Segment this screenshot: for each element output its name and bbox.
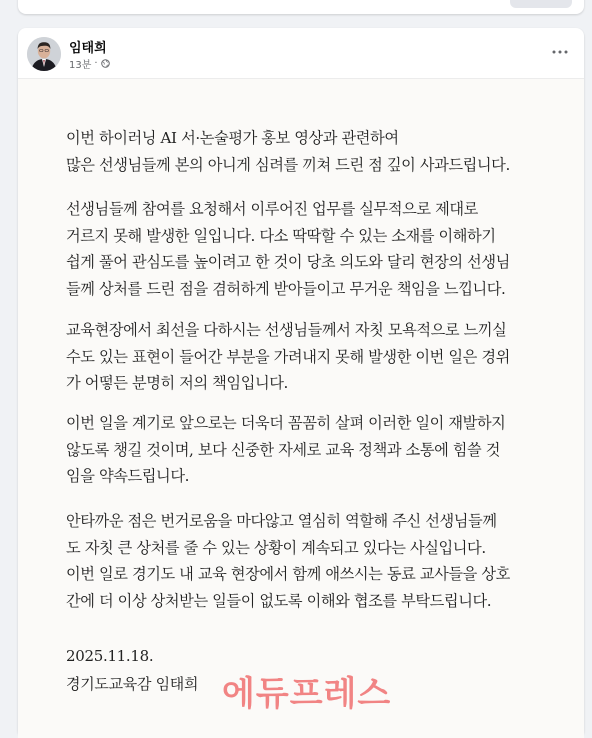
letter-line: 임을 약속드립니다. (66, 467, 190, 485)
letter-line: 쉽게 풀어 관심도를 높이려고 한 것이 당초 의도와 달리 현장의 선생님 (66, 253, 510, 271)
apology-letter-image[interactable] (18, 78, 584, 738)
meta-separator: · (94, 58, 98, 69)
previous-post-action-button[interactable] (510, 0, 572, 8)
letter-paragraph-1 (66, 125, 546, 178)
letter-line: 않도록 챙길 것이며, 보다 신중한 자세로 교육 정책과 소통에 힘쓸 것 (66, 440, 501, 459)
letter-line: 도 자칫 큰 상처를 줄 수 있는 상황이 계속되고 있다는 사실입니다. (66, 538, 486, 557)
avatar-portrait (27, 37, 61, 71)
letter-line: 이번 일로 경기도 내 교육 현장에서 함께 애쓰시는 동료 교사들을 상호 (66, 565, 510, 583)
letter-line: 간에 더 이상 상처받는 일들이 없도록 이해와 협조를 부탁드립니다. (66, 591, 492, 610)
letter-paragraph-4 (66, 410, 546, 490)
letter-line: 많은 선생님들께 본의 아니게 심려를 끼쳐 드린 점 깊이 사과드립니다. (66, 155, 510, 174)
letter-line: 교육현장에서 최선을 다하시는 선생님들께서 자칫 모욕적으로 느끼실 (66, 321, 507, 339)
post-header (18, 28, 584, 78)
letter-line: 선생님들께 참여를 요청해서 이루어진 업무를 실무적으로 제대로 (66, 200, 478, 218)
letter-line: 가 어떻든 분명히 저의 책임입니다. (66, 374, 288, 392)
letter-line: 수도 있는 표현이 들어간 부분을 가려내지 못해 발생한 이번 일은 경위 (66, 347, 510, 366)
more-horizontal-icon (552, 50, 568, 54)
letter-line: 들께 상처를 드린 점을 겸허하게 받아들이고 무거운 책임을 느낍니다. (66, 279, 506, 298)
letter-paragraph-2 (66, 196, 546, 302)
letter-line: 거르지 못해 발생한 일입니다. 다소 딱딱할 수 있는 소재를 이해하기 (66, 226, 496, 245)
letter-line: 이번 일을 계기로 앞으로는 더욱더 꼼꼼히 살펴 이러한 일이 재발하지 (66, 414, 506, 432)
globe-icon (101, 59, 110, 68)
author-name[interactable]: 임태희 (69, 41, 107, 56)
letter-signature: 경기도교육감 임태희 (66, 675, 199, 693)
letter-paragraph-5 (66, 508, 546, 614)
press-watermark-logo: 에듀프레스 (222, 674, 392, 714)
post-time[interactable]: 13분 (69, 60, 92, 71)
letter-line: 안타까운 점은 번거로움을 마다않고 열심히 역할해 주신 선생님들께 (66, 512, 497, 530)
letter-paragraph-3 (66, 317, 546, 397)
letter-line: 이번 하이러닝 AI 서·논술평가 홍보 영상과 관련하여 (66, 129, 399, 147)
more-options-button[interactable] (548, 42, 572, 62)
facebook-post (18, 28, 584, 738)
post-meta (69, 56, 110, 71)
letter-date: 2025.11.18. (66, 647, 154, 665)
author-avatar[interactable] (27, 37, 61, 71)
previous-post-card (18, 0, 584, 14)
